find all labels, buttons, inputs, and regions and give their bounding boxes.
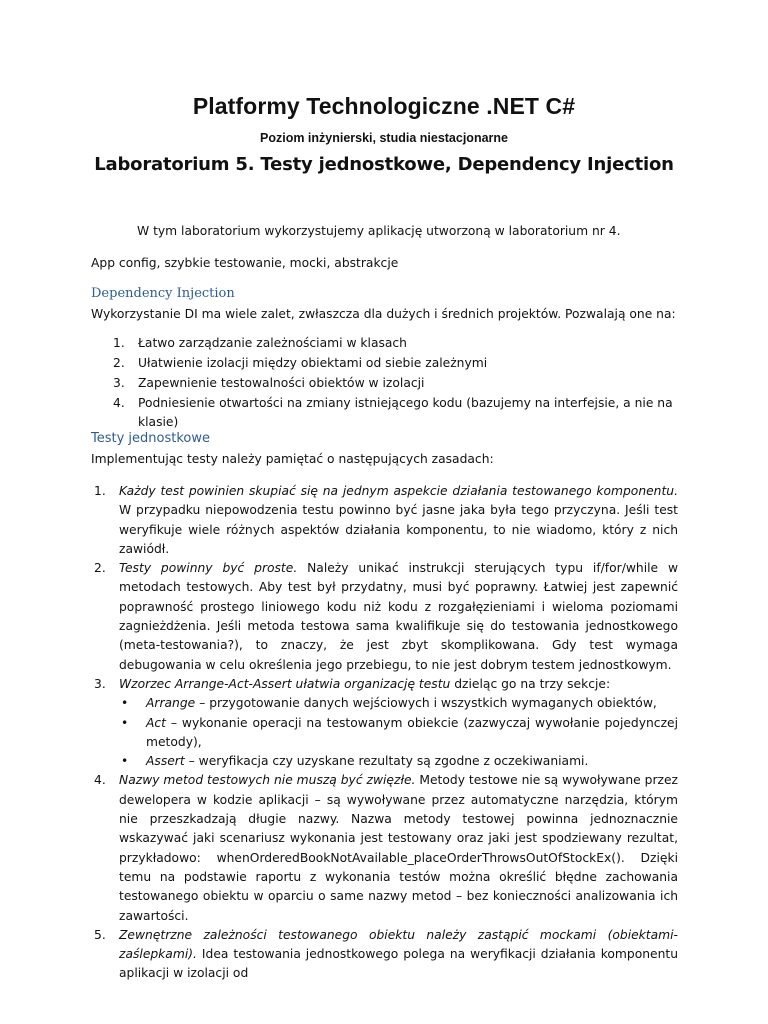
rule-lead: Wzorzec Arrange-Act-Assert ułatwia organizację testu bbox=[119, 676, 451, 691]
list-item: 4. Nazwy metod testowych nie muszą być zwięzłe. Metody testowe nie są wywoływane przez dewelopera w kodzie aplikacji – są wywoływane przez automatyczne narzędzia, którym nie przeszkadzają długie nazwy. Nazwa metody testowej powinna jednoznacznie wskazywać jaki scenariusz wykonania jest testowany oraz jaki jest spodziewany rezultat, przykładowo: whenOrderedBookNotAvailable_placeOrderThrowsOutOfStockEx(). Dzięki temu na podstawie raportu z wykonania testów można określić błędne zachowania testowanego obiektu w oparciu o same nazwy metod – bez konieczności analizowania ich zawartości. bbox=[94, 773, 678, 923]
list-item: 2. Ułatwienie izolacji między obiektami od siebie zależnymi bbox=[113, 356, 488, 370]
rule-lead: Testy powinny być proste. bbox=[119, 561, 298, 576]
bullet-text: – przygotowanie danych wejściowych i wszystkich wymaganych obiektów, bbox=[195, 696, 657, 711]
intro-paragraph: W tym laboratorium wykorzystujemy aplikację utworzoną w laboratorium nr 4. bbox=[137, 224, 621, 238]
bullet-item: • Arrange – przygotowanie danych wejściowych i wszystkich wymaganych obiektów, bbox=[121, 696, 657, 711]
list-item: 3. Zapewnienie testowalności obiektów w izolacji bbox=[113, 376, 425, 390]
list-item: 3. Wzorzec Arrange-Act-Assert ułatwia organizację testu dzieląc go na trzy sekcje: • Arrange – przygotowanie danych wejściowych i wszystkich wymaganych obiektów, • Act – wykonanie operacji na testowanym obiekcie (zazwyczaj wywołanie pojedynczej metody), • Assert – weryfikacja czy uzyskane rezultaty są zgodne z oczekiwaniami. bbox=[91, 675, 678, 771]
lab-heading: Laboratorium 5. Testy jednostkowe, Dependency Injection bbox=[94, 154, 674, 175]
bullet-term: Arrange bbox=[146, 696, 196, 711]
bullet-text: – weryfikacja czy uzyskane rezultaty są zgodne z oczekiwaniami. bbox=[184, 754, 589, 769]
unit-tests-description: Implementując testy należy pamiętać o następujących zasadach: bbox=[91, 452, 494, 466]
rule-lead: Każdy test powinien skupiać się na jednym aspekcie działania testowanego komponentu. bbox=[119, 484, 678, 498]
document-subtitle: Poziom inżynierski, studia niestacjonarne bbox=[260, 131, 508, 145]
di-benefits-list bbox=[91, 334, 691, 433]
di-description: Wykorzystanie DI ma wiele zalet, zwłaszcza dla dużych i średnich projektów. Pozwalają one na: bbox=[91, 307, 676, 321]
aaa-sections-list bbox=[119, 694, 678, 771]
rule-text: Metody testowe nie są wywoływane przez dewelopera w kodzie aplikacji – są wywoływane przez automatyczne narzędzia, którym nie przeszkadzają długie nazwy. Nazwa metody testowej powinna jednoznacznie wskazywać jaki scenariusz wykonania jest testowany oraz jaki jest spodziewany rezultat, przykładowo: whenOrderedBookNotAvailable_placeOrderThrowsOutOfStockEx(). Dzięki temu na podstawie raportu z wykonania testów można określić błędne zachowania testowanego obiektu w oparciu o same nazwy metod – bez konieczności analizowania ich zawartości. bbox=[119, 773, 678, 923]
list-item: 5. Zewnętrzne zależności testowanego obiektu należy zastąpić mockami (obiektami-zaślepkami). Idea testowania jednostkowego polega na weryfikacji działania komponentu aplikacji w izolacji od bbox=[94, 927, 678, 981]
list-item-text: Zapewnienie testowalności obiektów w izolacji bbox=[138, 376, 425, 390]
bullet-term: Assert bbox=[146, 754, 185, 769]
list-item: 1. Każdy test powinien skupiać się na jednym aspekcie działania testowanego komponentu. W przypadku niepowodzenia testu powinno być jasne jaka była tego przyczyna. Jeśli test weryfikuje wiele różnych aspektów działania komponentu, to nie wiadomo, który z nich zawiódł. bbox=[94, 484, 678, 556]
rule-text: dzieląc go na trzy sekcje: bbox=[450, 676, 611, 691]
bullet-text: – wykonanie operacji na testowanym obiekcie (zazwyczaj wywołanie pojedynczej metody), bbox=[146, 715, 678, 749]
bullet-item: • Assert – weryfikacja czy uzyskane rezultaty są zgodne z oczekiwaniami. bbox=[121, 754, 589, 769]
document-title: Platformy Technologiczne .NET C# bbox=[192, 93, 576, 119]
unit-test-rules-list bbox=[91, 482, 678, 984]
topics-paragraph: App config, szybkie testowanie, mocki, abstrakcje bbox=[91, 256, 399, 270]
bullet-item: • Act – wykonanie operacji na testowanym obiekcie (zazwyczaj wywołanie pojedynczej metody), bbox=[121, 715, 678, 749]
rule-text: Idea testowania jednostkowego polega na weryfikacji działania komponentu aplikacji w izolacji od bbox=[119, 947, 678, 981]
section-heading-unit-tests: Testy jednostkowe bbox=[91, 431, 210, 446]
rule-text: Należy unikać instrukcji sterujących typu if/for/while w metodach testowych. Aby test był przydatny, musi być poprawny. Łatwiej jest zapewnić poprawność prostego liniowego kodu niż kodu z rozgałęzieniami i wieloma poziomami zagnieżdżenia. Jeśli metoda testowa sama kwalifikuje się do testowania jednostkowego (meta-testowania?), to znaczy, że jest zbyt skomplikowana. Gdy test wymaga debugowania w celu określenia jego przebiegu, to nie jest dobrym testem jednostkowym. bbox=[119, 561, 679, 672]
list-item-text: Podniesienie otwartości na zmiany istniejącego kodu (bazujemy na interfejsie, a nie na klasie) bbox=[138, 396, 673, 429]
rule-lead: Nazwy metod testowych nie muszą być zwięzłe. bbox=[119, 773, 416, 788]
list-item: 4. Podniesienie otwartości na zmiany istniejącego kodu (bazujemy na interfejsie, a nie na klasie) bbox=[113, 396, 673, 429]
rule-lead: Zewnętrzne zależności testowanego obiektu należy zastąpić mockami (obiektami-zaślepkami). bbox=[119, 927, 678, 962]
bullet-term: Act bbox=[146, 715, 166, 730]
rule-text: W przypadku niepowodzenia testu powinno być jasne jaka była tego przyczyna. Jeśli test weryfikuje wiele różnych aspektów działania komponentu, to nie wiadomo, który z nich zawiódł. bbox=[119, 503, 678, 556]
list-item: 1. Łatwo zarządzanie zależnościami w klasach bbox=[113, 336, 407, 350]
list-item: 2. Testy powinny być proste. Należy unikać instrukcji sterujących typu if/for/while w metodach testowych. Aby test był przydatny, musi być poprawny. Łatwiej jest zapewnić poprawność prostego liniowego kodu niż kodu z rozgałęzieniami i wieloma poziomami zagnieżdżenia. Jeśli metoda testowa sama kwalifikuje się do testowania jednostkowego (meta-testowania?), to znaczy, że jest zbyt skomplikowana. Gdy test wymaga debugowania w celu określenia jego przebiegu, to nie jest dobrym testem jednostkowym. bbox=[94, 561, 679, 672]
list-item-text: Ułatwienie izolacji między obiektami od siebie zależnymi bbox=[138, 356, 488, 370]
list-item-text: Łatwo zarządzanie zależnościami w klasach bbox=[138, 336, 407, 350]
section-heading-di: Dependency Injection bbox=[91, 286, 235, 301]
